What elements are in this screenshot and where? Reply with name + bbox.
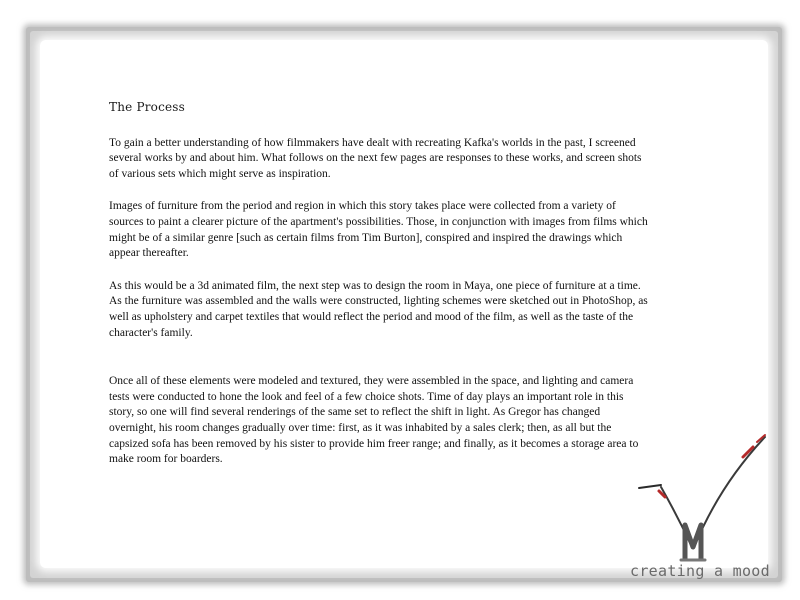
paragraph: Once all of these elements were modeled and textured, they were assembled in the space, and lighting and camera tests were conducted to hone the look and feel of a few choice shots. Time of day plays an important role in this story, so one will find several renderings of the same set to reflect the shift in light. As Gregor has changed overnight, his room changes gradually over time: first, as it was inhabited by a sales clerk; then, as all but the capsized sofa has been removed by his sister to provide him freer range; and finally, as it becomes a storage area to make room for boarders.	[109, 375, 639, 466]
page-title: The Process	[109, 100, 186, 114]
paragraph: To gain a better understanding of how filmmakers have dealt with recreating Kafka's worlds in the past, I screened several works by and about him. What follows on the next few pages are responses to these works, and screen shots of various sets which might serve as inspiration.	[109, 136, 642, 180]
m-antenna-logo-icon	[625, 425, 775, 585]
document-body	[109, 100, 649, 485]
paragraph: As this would be a 3d animated film, the next step was to design the room in Maya, one piece of furniture at a time. As the furniture was assembled and the walls were constructed, lighting schemes were sketched out in PhotoShop, as well as upholstery and carpet textiles that would reflect the period and mood of the film, as well as the taste of the character's family.	[109, 279, 648, 339]
paragraph: Images of furniture from the period and region in which this story takes place were collected from a variety of sources to paint a clearer picture of the apartment's possibilities. Those, in conjunction with images from films which might be of a similar genre [such as certain films from Tim Burton], conspired and inspired the drawings which appear thereafter.	[109, 200, 648, 260]
tagline: creating a mood	[630, 562, 770, 580]
